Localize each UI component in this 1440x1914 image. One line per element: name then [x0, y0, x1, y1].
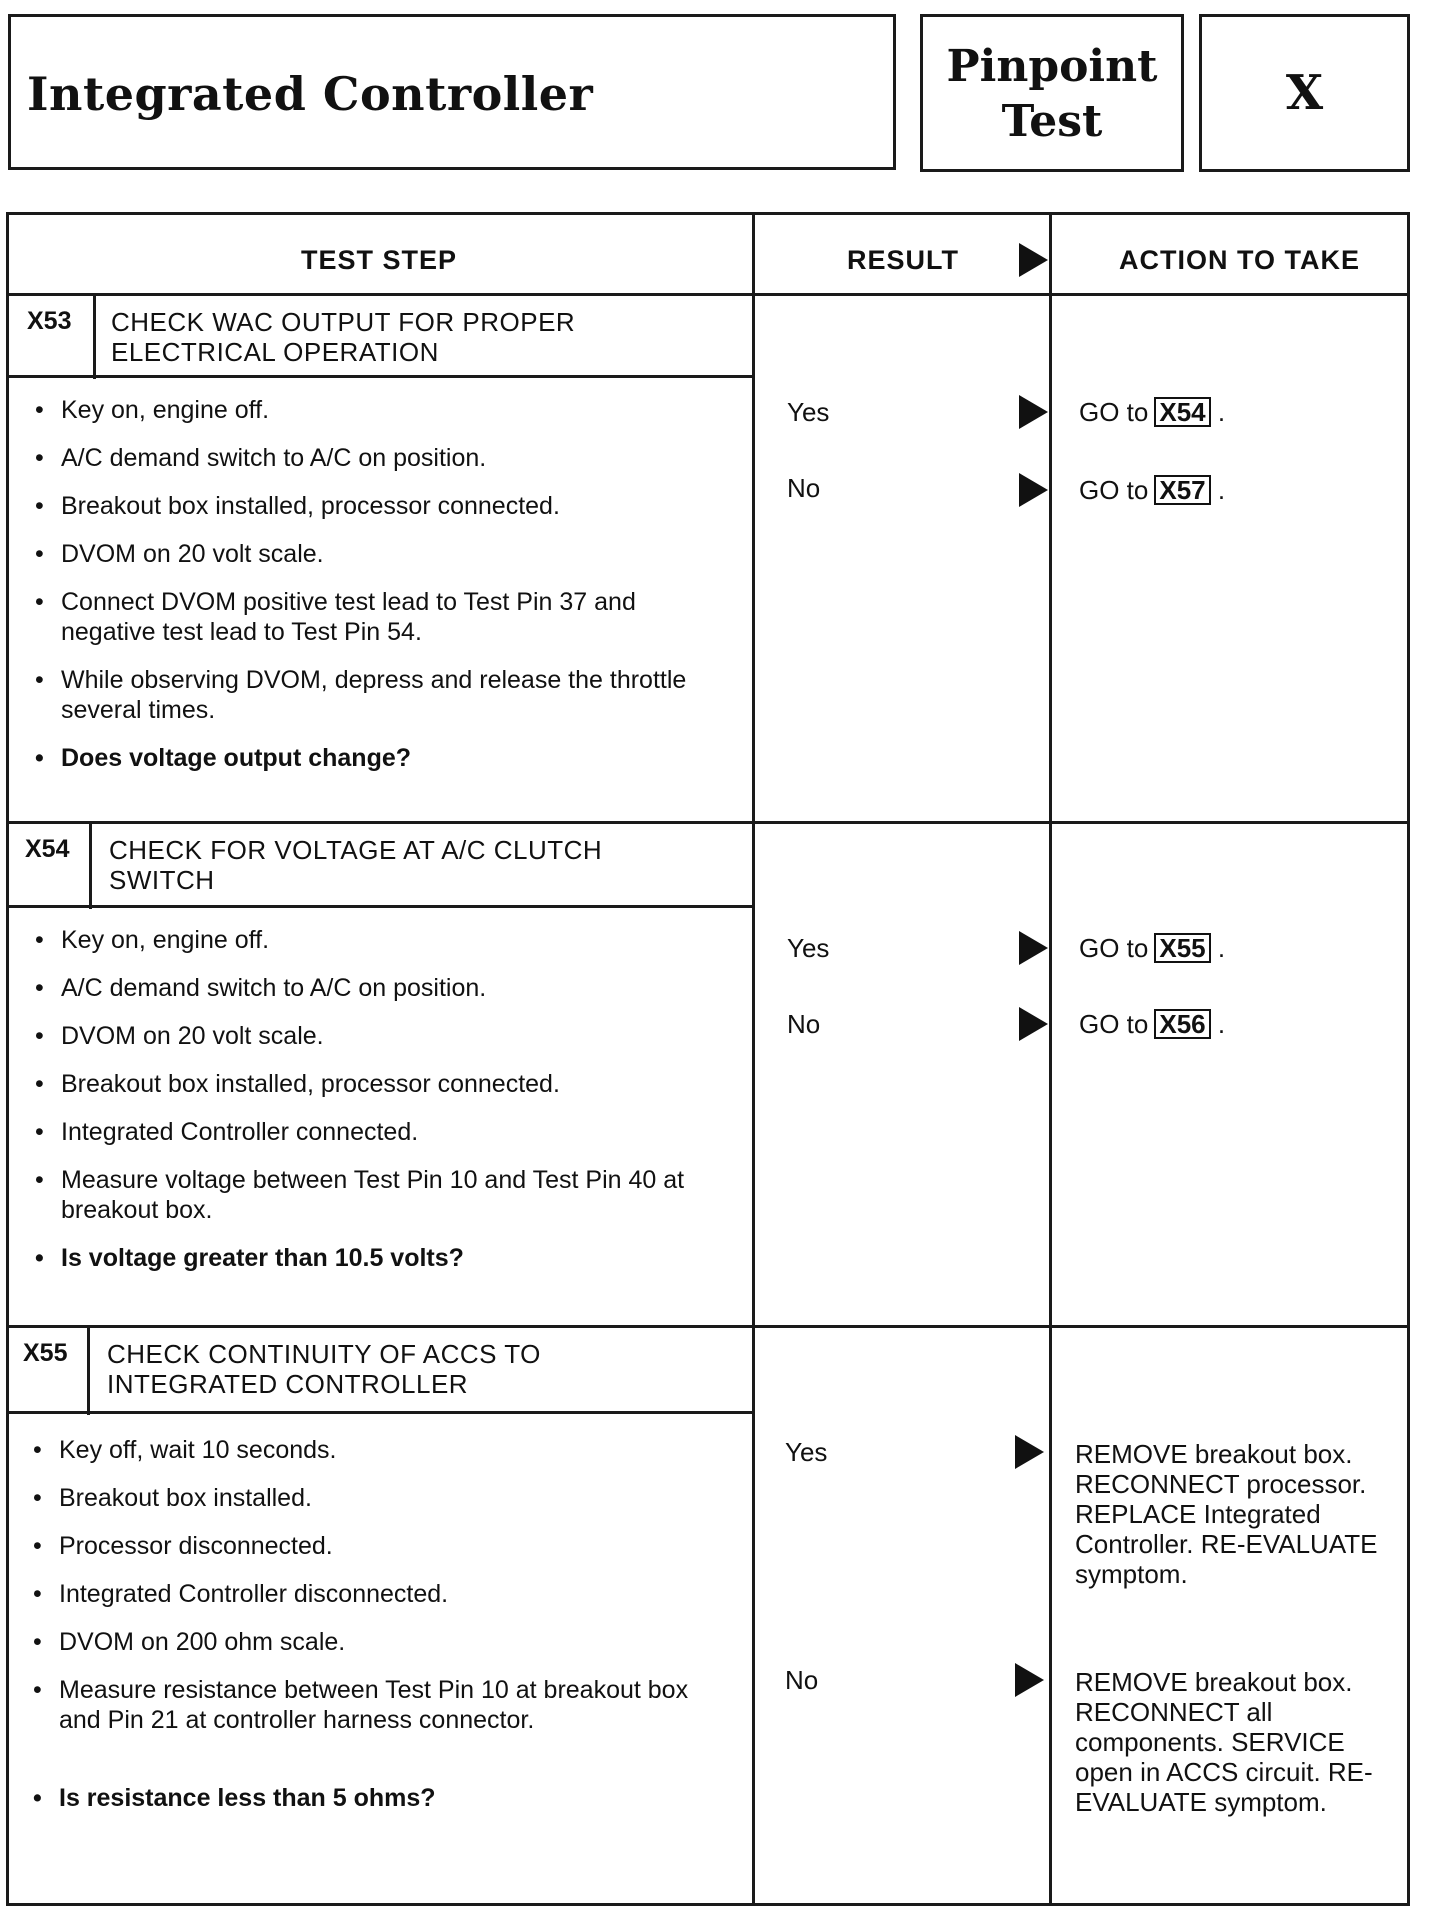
step-id: X55 — [23, 1339, 68, 1367]
page-title: Integrated Controller — [27, 67, 594, 121]
step-reference[interactable]: X57 — [1154, 475, 1210, 505]
step-title — [109, 835, 602, 895]
header-divider — [9, 293, 1407, 296]
pinpoint-line2: Test — [1001, 96, 1103, 147]
step-reference[interactable]: X56 — [1154, 1009, 1210, 1039]
result-arrow-icon — [1015, 1435, 1044, 1469]
list-item: • DVOM on 20 volt scale. — [35, 1022, 324, 1050]
step-question: • Is voltage greater than 10.5 volts? — [35, 1244, 464, 1272]
list-item: • Integrated Controller disconnected. — [33, 1580, 449, 1608]
header-test-step: TEST STEP — [301, 245, 458, 275]
list-item: • Breakout box installed, processor connected. — [35, 1070, 560, 1098]
pinpoint-label — [923, 39, 1181, 149]
step-title-line2: ELECTRICAL OPERATION — [111, 337, 439, 367]
step-title-line1: CHECK CONTINUITY OF ACCS TO — [107, 1339, 541, 1369]
list-item: • DVOM on 20 volt scale. — [35, 540, 324, 568]
result-yes: Yes — [787, 397, 830, 427]
test-code: X — [1285, 65, 1324, 121]
pinpoint-test-box — [920, 14, 1184, 172]
list-item: • While observing DVOM, depress and release the throttle several times. — [35, 666, 687, 724]
step-title-line1: CHECK FOR VOLTAGE AT A/C CLUTCH — [109, 835, 603, 865]
step-title-line1: CHECK WAC OUTPUT FOR PROPER — [111, 307, 576, 337]
step-question: • Is resistance less than 5 ohms? — [33, 1784, 436, 1812]
column-divider-1 — [752, 215, 755, 1903]
result-yes: Yes — [787, 933, 830, 963]
header-result: RESULT — [847, 245, 959, 275]
step-title-underline — [9, 375, 755, 378]
action-yes: REMOVE breakout box. RECONNECT processor. REPLACE Integrated Controller. RE-EVALUATE symptom. — [1075, 1439, 1378, 1589]
action-yes: GO to X54 . — [1079, 397, 1226, 427]
step-question: • Does voltage output change? — [35, 744, 412, 772]
list-item: • Breakout box installed. — [33, 1484, 312, 1512]
list-item: • Connect DVOM positive test lead to Test Pin 37 and negative test lead to Test Pin 54. — [35, 588, 636, 646]
step-title-line2: SWITCH — [109, 865, 215, 895]
result-no: No — [787, 473, 821, 503]
step-id-divider — [87, 1327, 90, 1415]
list-item: • Breakout box installed, processor connected. — [35, 492, 560, 520]
step-title-underline — [9, 905, 755, 908]
row-divider-1 — [9, 821, 1407, 824]
step-id-divider — [93, 293, 96, 379]
result-yes: Yes — [785, 1437, 828, 1467]
list-item: • Measure resistance between Test Pin 10 at breakout box and Pin 21 at controller harness connector. — [33, 1676, 689, 1734]
list-item: • Processor disconnected. — [33, 1532, 333, 1560]
test-code-box — [1199, 14, 1410, 172]
step-reference[interactable]: X55 — [1154, 933, 1210, 963]
list-item: • Measure voltage between Test Pin 10 and Test Pin 40 at breakout box. — [35, 1166, 685, 1224]
result-arrow-icon — [1019, 931, 1048, 965]
result-arrow-icon — [1019, 1007, 1048, 1041]
step-id-divider — [89, 823, 92, 909]
title-box — [8, 14, 896, 170]
step-title — [107, 1339, 541, 1399]
pinpoint-table — [6, 212, 1410, 1906]
step-id: X53 — [27, 307, 72, 335]
step-title-line2: INTEGRATED CONTROLLER — [107, 1369, 469, 1399]
step-reference[interactable]: X54 — [1154, 397, 1210, 427]
result-no: No — [787, 1009, 821, 1039]
column-divider-2 — [1049, 215, 1052, 1903]
list-item: • Key on, engine off. — [35, 926, 270, 954]
list-item: • Key on, engine off. — [35, 396, 270, 424]
result-arrow-icon — [1019, 395, 1048, 429]
list-item: • Key off, wait 10 seconds. — [33, 1436, 337, 1464]
step-title — [111, 307, 575, 367]
header-arrow-icon — [1019, 243, 1048, 277]
step-id: X54 — [25, 835, 70, 863]
list-item: • DVOM on 200 ohm scale. — [33, 1628, 346, 1656]
result-arrow-icon — [1019, 473, 1048, 507]
result-arrow-icon — [1015, 1663, 1044, 1697]
row-divider-2 — [9, 1325, 1407, 1328]
list-item: • Integrated Controller connected. — [35, 1118, 419, 1146]
pinpoint-line1: Pinpoint — [946, 41, 1158, 92]
action-no: GO to X57 . — [1079, 475, 1226, 505]
action-no: GO to X56 . — [1079, 1009, 1226, 1039]
action-no: REMOVE breakout box. RECONNECT all components. SERVICE open in ACCS circuit. RE-EVALUATE symptom. — [1075, 1667, 1373, 1817]
result-no: No — [785, 1665, 819, 1695]
header-action: ACTION TO TAKE — [1119, 245, 1360, 275]
list-item: • A/C demand switch to A/C on position. — [35, 974, 487, 1002]
list-item: • A/C demand switch to A/C on position. — [35, 444, 487, 472]
step-title-underline — [9, 1411, 755, 1414]
action-yes: GO to X55 . — [1079, 933, 1226, 963]
